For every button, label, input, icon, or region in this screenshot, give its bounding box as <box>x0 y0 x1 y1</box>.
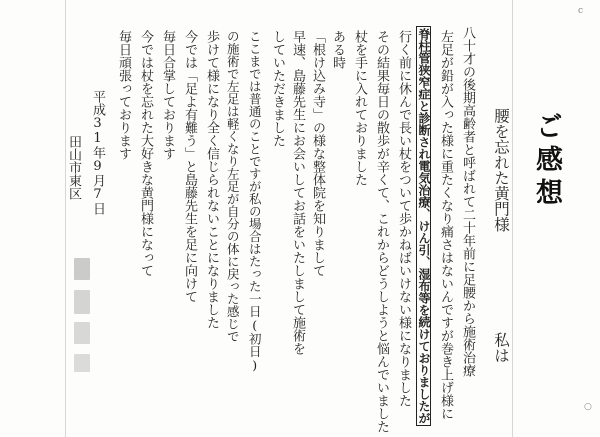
letter-line: 行く前に休んで長い杖をついて歩かねばいけない様になりました <box>396 30 411 407</box>
letter-line: していただきました <box>270 30 285 147</box>
letter-line: 「根け込み寺」の様な整体院を知りまして <box>310 30 325 277</box>
corner-mark: c <box>578 6 584 16</box>
letter-title: ご感想 <box>531 112 562 211</box>
letter-line: 今では「足よ有難う」と島藤先生を足に向けて <box>182 30 197 303</box>
corner-mark: ○ <box>584 402 592 412</box>
redacted-name-block <box>74 290 90 314</box>
letter-line: 杖を手に入れておりました <box>352 30 367 186</box>
letter-line: 腰を忘れた黄門様 <box>492 108 510 232</box>
letter-line: 毎日合掌しております <box>160 30 175 160</box>
letter-line: の施術で左足は軽くなり左足が自分の体に戻った感じで <box>225 30 241 343</box>
redacted-name-block <box>74 258 90 280</box>
letter-line-highlight: 脊柱管狭窄症と診断され電気治療、けん引、湿布等を続けておりましたが <box>417 28 431 424</box>
redacted-name-block <box>74 354 90 372</box>
letter-line: 早速、島藤先生にお会いしてお話をいたしまして施術を <box>290 30 305 355</box>
letter-line: 八十才の後期高齢者と呼ばれて二十年前に足腰から施術治療 <box>460 26 475 377</box>
letter-line: 私は <box>492 332 510 363</box>
letter-address: 田山市東区 <box>66 135 81 200</box>
letter-line: 今では杖を忘れた大好きな黄門様になって <box>138 30 153 277</box>
letter-date: 平成31年9月7日 <box>90 90 105 215</box>
letter-line: ここまでは普通のことですが私の場合はたった一日(初日) <box>247 30 263 373</box>
letter-line: 毎日頑張っております <box>116 30 131 160</box>
paper-rule <box>512 0 513 437</box>
letter-line: 歩けて様になり全く信じられないことになりました <box>204 30 219 329</box>
redacted-name-block <box>74 322 90 344</box>
letter-line: 左足が鉛が入った様に重たくなり痛さはないんですが巻き上げ様に <box>438 30 453 420</box>
letter-line: その結果毎日の散歩が辛くて、これからどうしようと悩んでいました <box>374 30 389 433</box>
letter-line: ある時 <box>330 30 345 69</box>
paper-rule <box>65 0 66 437</box>
